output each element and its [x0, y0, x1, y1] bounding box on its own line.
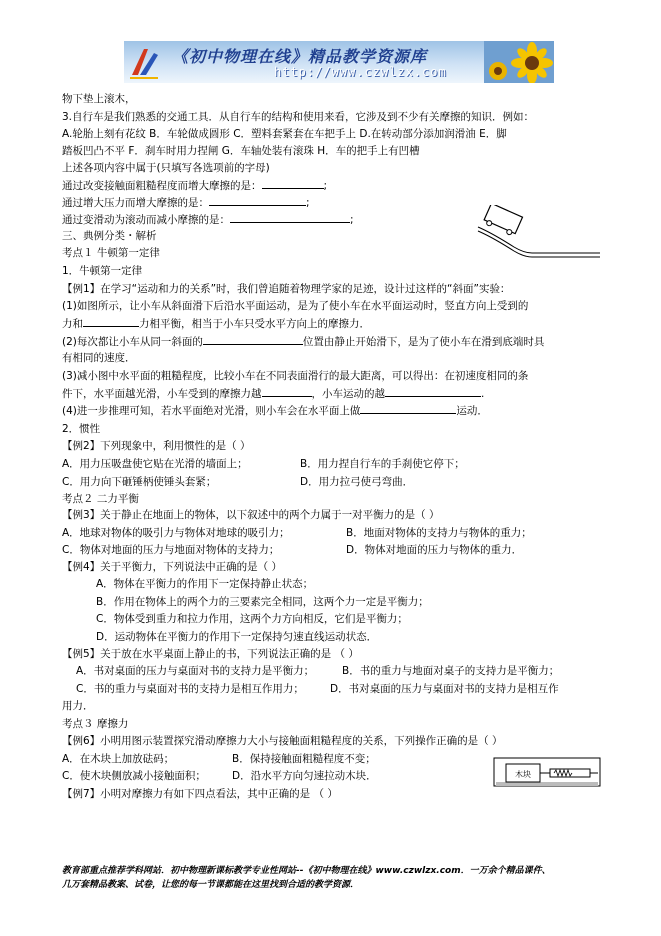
section-heading: 考点１ 牛顿第一定律	[62, 247, 160, 259]
answer-blank[interactable]	[262, 385, 312, 397]
answer-blank[interactable]	[209, 194, 306, 206]
footer-line: 教育部重点推荐学科网站．初中物理新课标教学专业性网站--《初中物理在线》www.czwlzx.com．一万余个精品课件、	[62, 866, 551, 876]
question-text: (4)进一步推理可知，若水平面绝对光滑，则小车会在水平面上做	[62, 405, 361, 417]
option-d: D．书对桌面的压力与桌面对书的支持力是相互作	[330, 683, 559, 695]
question-line: 件下，水平面越光滑，小车受到的摩擦力越 ，小车运动的越 .	[62, 385, 484, 402]
text-line: 用力．	[62, 700, 94, 712]
option-b: B．地面对物体的支持力与物体的重力；	[346, 527, 532, 539]
subsection-heading: 1．牛顿第一定律	[62, 265, 143, 277]
option-a: A．地球对物体的吸引力与物体对地球的吸引力；	[62, 527, 290, 539]
answer-blank[interactable]	[83, 315, 139, 327]
page-footer	[62, 864, 602, 892]
question-text: ，小车运动的越	[311, 388, 385, 400]
question-text: 运动．	[456, 405, 488, 417]
example-title: 【例1】在学习“运动和力的关系”时，我们曾追随着物理学家的足迹，设计过这样的“斜面”实验：	[62, 283, 511, 295]
banner-url[interactable]: http://www.czwlzx.com	[274, 65, 447, 79]
text-line: 踏板凹凸不平 F．刹车时用力捏闸 G．车轴处装有滚珠 H．车的把手上有凹槽	[62, 145, 420, 157]
option-a: A．书对桌面的压力与桌面对书的支持力是平衡力；	[76, 665, 315, 677]
option-a: A．物体在平衡力的作用下一定保持静止状态；	[96, 578, 314, 590]
question-line	[62, 333, 544, 350]
incline-cart-figure	[472, 205, 602, 265]
header-banner	[124, 41, 554, 83]
answer-blank[interactable]	[203, 333, 303, 345]
subsection-heading: 2．惯性	[62, 423, 101, 435]
question-text: 通过变滑动为滚动而减小摩擦的是：	[62, 214, 230, 226]
option-d: D．物体对地面的压力与物体的重力．	[346, 544, 523, 556]
text-line: 有相同的速度．	[62, 352, 136, 364]
section-heading: 考点３ 摩擦力	[62, 718, 129, 730]
option-d: D．运动物体在平衡力的作用下一定保持匀速直线运动状态．	[96, 631, 378, 643]
example-title: 【例4】关于平衡力，下列说法中正确的是（ ）	[62, 561, 283, 573]
question-text: 力相平衡，相当于小车只受水平方向上的摩擦力．	[139, 318, 370, 330]
example-title: 【例3】关于静止在地面上的物体，以下叙述中的两个力属于一对平衡力的是（ ）	[62, 509, 440, 521]
example-title: 【例6】小明用图示装置探究滑动摩擦力大小与接触面粗糙程度的关系，下列操作正确的是（ ）	[62, 735, 503, 747]
answer-blank[interactable]	[230, 211, 350, 223]
question-line: 通过增大压力而增大摩擦的是： ;	[62, 194, 310, 211]
question-line: 通过改变接触面粗糙程度而增大摩擦的是： ;	[62, 177, 327, 194]
option-b: B．作用在物体上的两个力的三要素完全相同，这两个力一定是平衡力；	[96, 596, 429, 608]
logo-icon	[128, 45, 160, 79]
question-text: 力和	[62, 318, 83, 330]
option-a: A．在木块上加放砝码；	[62, 753, 175, 765]
question-text: 件下，水平面越光滑，小车受到的摩擦力越	[62, 388, 262, 400]
question-text: 通过增大压力而增大摩擦的是：	[62, 197, 209, 209]
answer-blank[interactable]	[385, 385, 481, 397]
text-line: 物下垫上滚木，	[62, 93, 136, 105]
option-c: C．用力向下砸锤柄使锤头套紧；	[62, 476, 217, 488]
option-d: D．用力拉弓使弓弯曲．	[300, 476, 414, 488]
question-line	[62, 315, 370, 332]
question-text: (2)每次都让小车从同一斜面的	[62, 336, 203, 348]
footer-line: 几万套精品教案、试卷，让您的每一节课都能在这里找到合适的教学资源．	[62, 880, 360, 890]
question-line	[62, 402, 488, 419]
question-line: 通过变滑动为滚动而减小摩擦的是： ;	[62, 211, 354, 228]
text-line: A.轮胎上刻有花纹 B．车轮做成圆形 C．塑料套紧套在车把手上 D.在转动部分添加润滑油 E．脚	[62, 128, 507, 140]
text-line: (3)减小图中水平面的粗糙程度，比较小车在不同表面滑行的最大距离，可以得出：在初速度相同的条	[62, 370, 529, 382]
option-c: C．物体对地面的压力与地面对物体的支持力；	[62, 544, 280, 556]
option-d: D．沿水平方向匀速拉动木块．	[232, 770, 377, 782]
example-title: 【例7】小明对摩擦力有如下四点看法，其中正确的是 （ ）	[62, 788, 338, 800]
option-a: A．用力压吸盘使它贴在光滑的墙面上；	[62, 458, 248, 470]
example-title: 【例5】关于放在水平桌面上静止的书，下列说法正确的是 （ ）	[62, 648, 359, 660]
answer-blank[interactable]	[262, 177, 324, 189]
example-title: 【例2】下列现象中，利用惯性的是（ ）	[62, 440, 251, 452]
block-label: 木块	[515, 770, 531, 779]
sunflower-icon	[484, 41, 554, 83]
answer-blank[interactable]	[360, 402, 456, 414]
text-line: 上述各项内容中属于(只填写各选项前的字母)	[62, 162, 270, 174]
option-c: C．书的重力与桌面对书的支持力是相互作用力；	[76, 683, 304, 695]
option-c: C．使木块侧放减小接触面积；	[62, 770, 206, 782]
option-b: B．用力捏自行车的手刹使它停下；	[300, 458, 465, 470]
text-line: 3.自行车是我们熟悉的交通工具．从自行车的结构和使用来看，它涉及到不少有关摩擦的知识．例如：	[62, 111, 535, 123]
banner-title: 《初中物理在线》精品教学资源库	[172, 47, 428, 66]
question-text: 通过改变接触面粗糙程度而增大摩擦的是：	[62, 180, 262, 192]
section-heading: 三、典例分类・解析	[62, 230, 157, 242]
section-heading: 考点２ 二力平衡	[62, 493, 139, 505]
question-text: 位置由静止开始滑下，是为了使小车在滑到底端时具	[302, 336, 545, 348]
option-b: B．保持接触面粗糙程度不变；	[232, 753, 376, 765]
text-line: (1)如图所示，让小车从斜面滑下后沿水平面运动，是为了使小车在水平面运动时，竖直方向上受到的	[62, 300, 529, 312]
option-c: C．物体受到重力和拉力作用，这两个力方向相反，它们是平衡力；	[96, 613, 408, 625]
option-b: B．书的重力与地面对桌子的支持力是平衡力；	[342, 665, 560, 677]
block-spring-scale-figure	[492, 756, 602, 790]
